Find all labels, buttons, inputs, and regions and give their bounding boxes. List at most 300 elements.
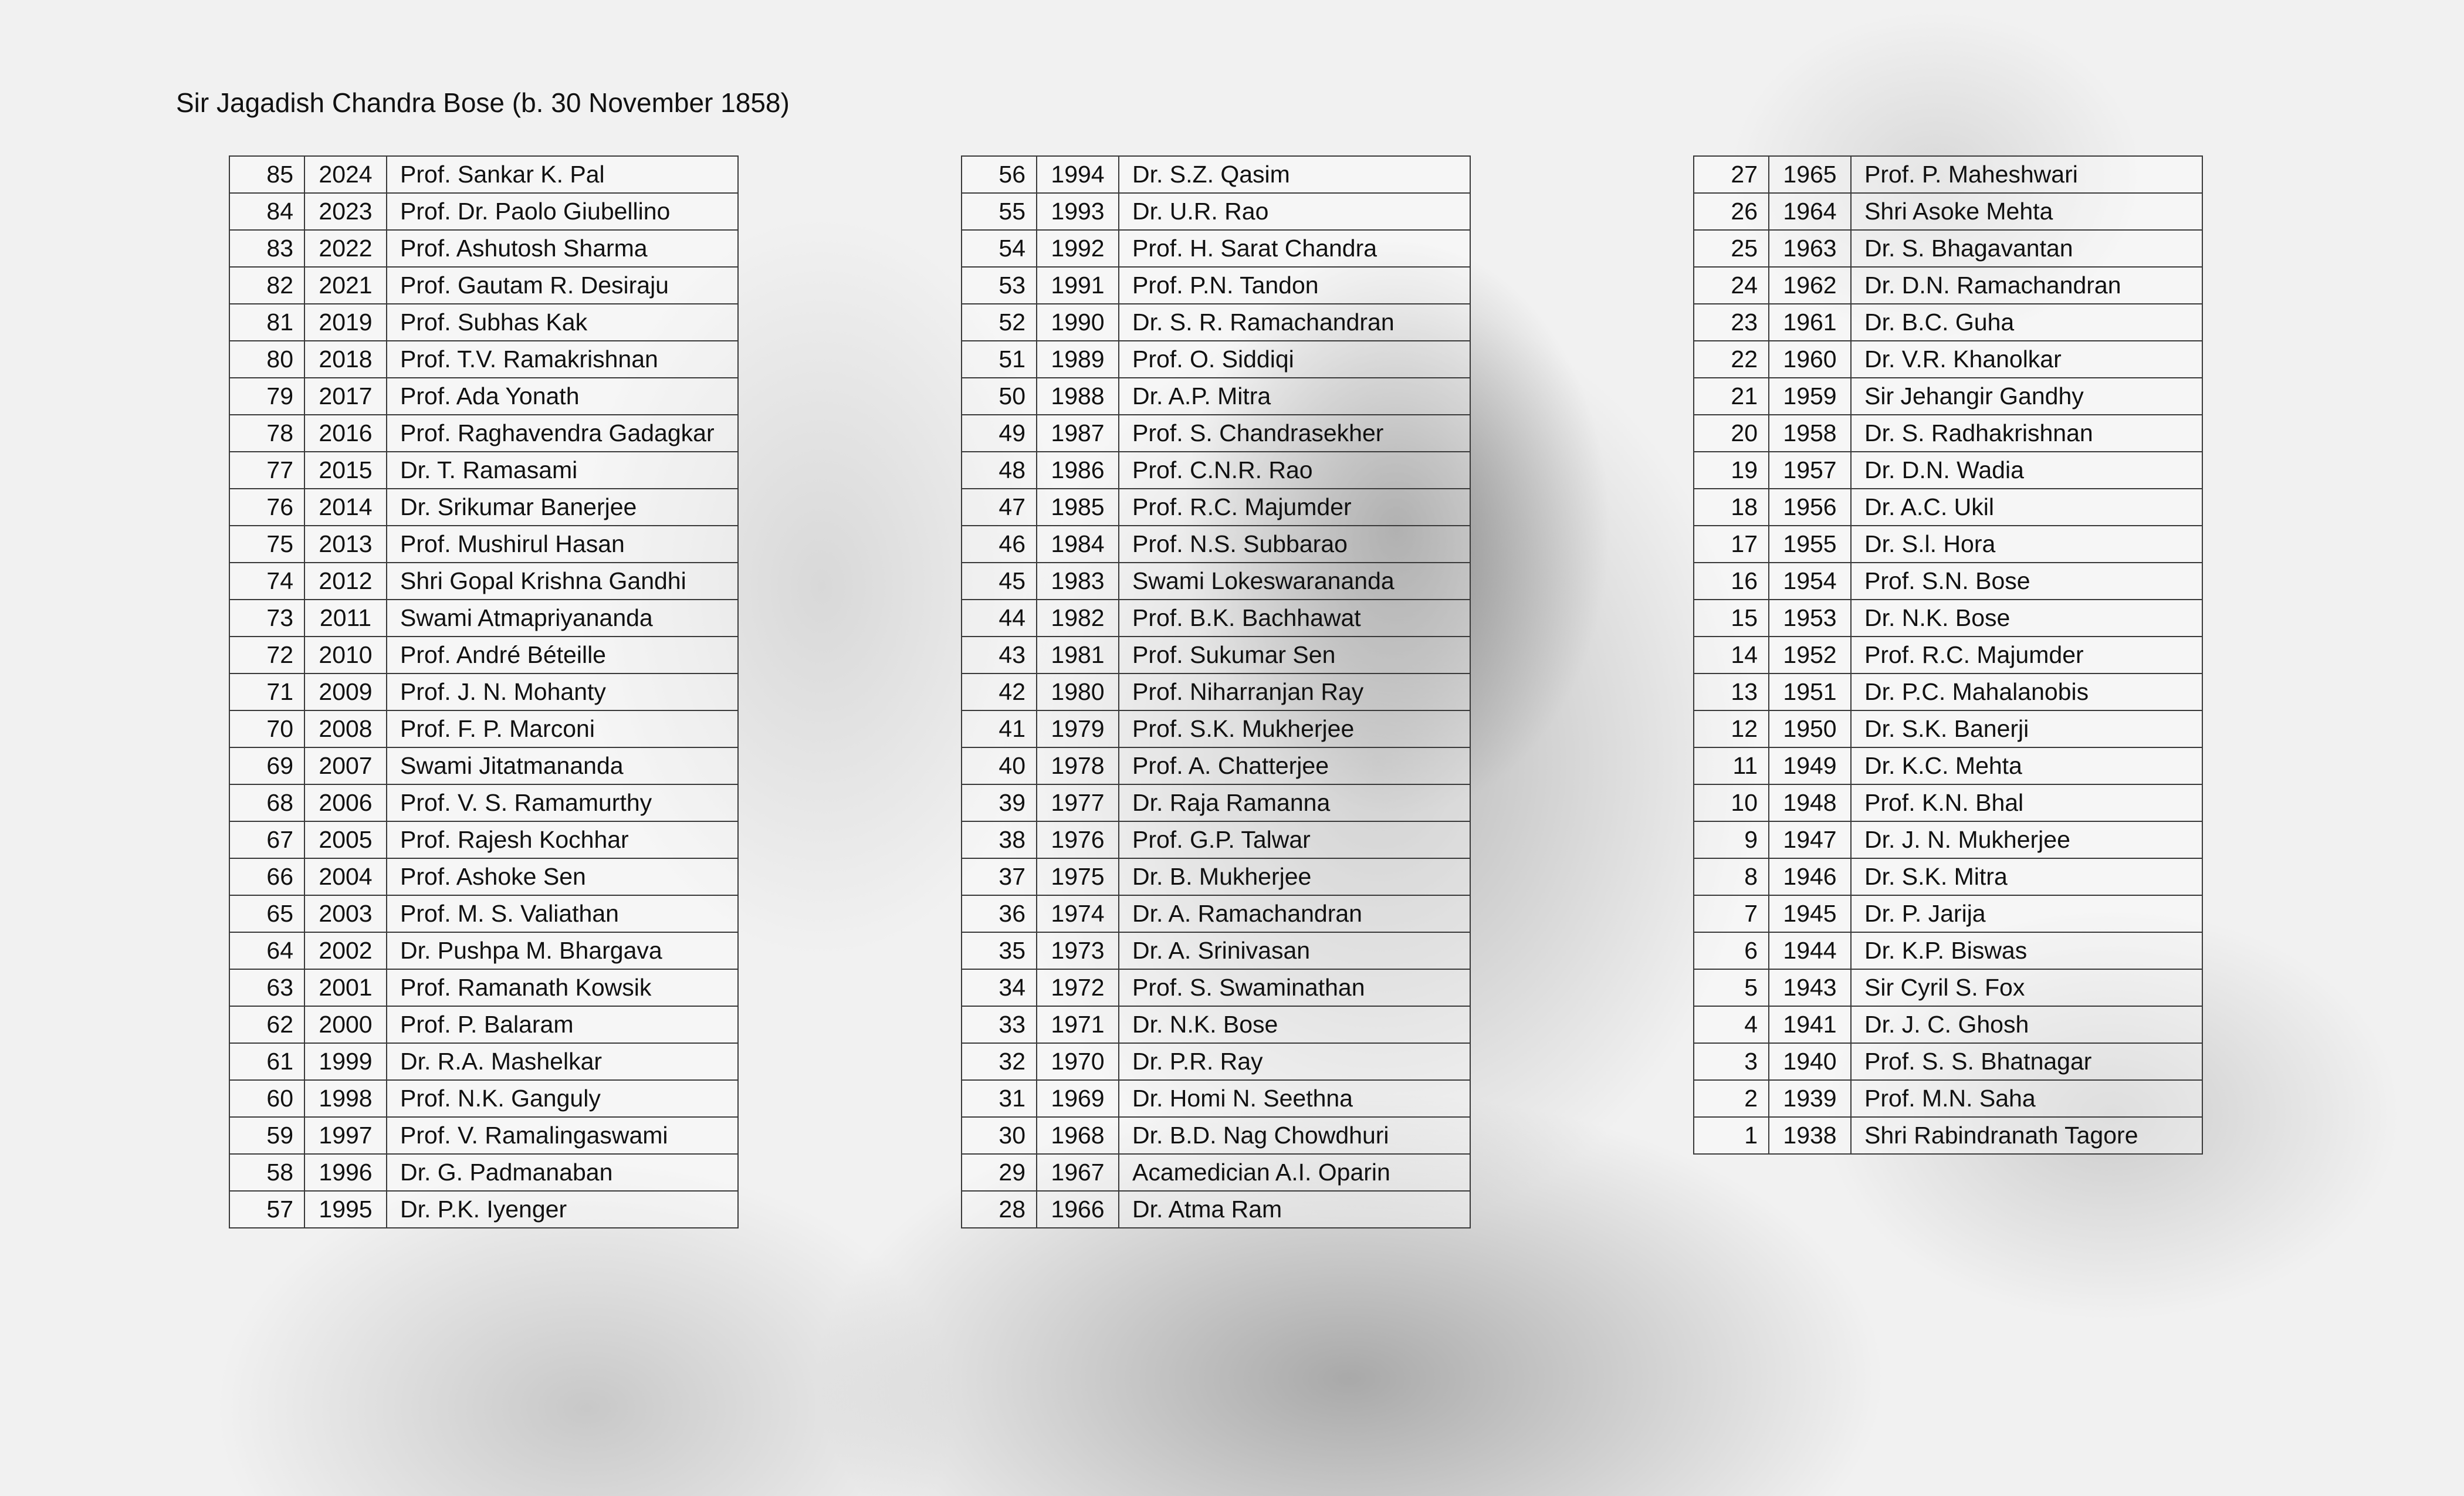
table-row xyxy=(1694,747,2202,784)
serial-number: 50 xyxy=(962,378,1037,415)
awardee-name: Prof. C.N.R. Rao xyxy=(1119,452,1470,489)
table-row xyxy=(962,821,1470,858)
award-year: 1949 xyxy=(1769,747,1851,784)
table-row xyxy=(962,1191,1470,1228)
page-title: Sir Jagadish Chandra Bose (b. 30 November 1858) xyxy=(176,87,790,118)
table-row xyxy=(1694,821,2202,858)
awardee-name: Prof. André Béteille xyxy=(387,637,738,673)
award-year: 1965 xyxy=(1769,156,1851,193)
award-year: 1977 xyxy=(1037,784,1119,821)
awardee-name: Prof. S. S. Bhatnagar xyxy=(1851,1043,2202,1080)
awardee-name: Prof. P. Balaram xyxy=(387,1006,738,1043)
award-year: 2017 xyxy=(304,378,387,415)
awardee-name: Prof. O. Siddiqi xyxy=(1119,341,1470,378)
table-row xyxy=(1694,969,2202,1006)
serial-number: 57 xyxy=(229,1191,304,1228)
table-row xyxy=(1694,1080,2202,1117)
award-year: 1973 xyxy=(1037,932,1119,969)
table-row xyxy=(1694,637,2202,673)
serial-number: 11 xyxy=(1694,747,1769,784)
table-row xyxy=(229,267,738,304)
table-row xyxy=(1694,710,2202,747)
awardee-name: Dr. J. N. Mukherjee xyxy=(1851,821,2202,858)
awardee-name: Shri Rabindranath Tagore xyxy=(1851,1117,2202,1154)
serial-number: 24 xyxy=(1694,267,1769,304)
table-row xyxy=(229,673,738,710)
award-year: 2013 xyxy=(304,526,387,563)
serial-number: 14 xyxy=(1694,637,1769,673)
serial-number: 63 xyxy=(229,969,304,1006)
award-year: 1995 xyxy=(304,1191,387,1228)
table-row xyxy=(962,1043,1470,1080)
table-row xyxy=(962,895,1470,932)
award-year: 1997 xyxy=(304,1117,387,1154)
awardee-name: Prof. Mushirul Hasan xyxy=(387,526,738,563)
serial-number: 72 xyxy=(229,637,304,673)
table-row xyxy=(962,1154,1470,1191)
table-row xyxy=(1694,858,2202,895)
serial-number: 58 xyxy=(229,1154,304,1191)
award-year: 2023 xyxy=(304,193,387,230)
award-year: 1948 xyxy=(1769,784,1851,821)
awardee-name: Prof. N.K. Ganguly xyxy=(387,1080,738,1117)
award-year: 1941 xyxy=(1769,1006,1851,1043)
serial-number: 10 xyxy=(1694,784,1769,821)
serial-number: 1 xyxy=(1694,1117,1769,1154)
serial-number: 49 xyxy=(962,415,1037,452)
awardee-name: Dr. B.C. Guha xyxy=(1851,304,2202,341)
awardee-name: Dr. K.P. Biswas xyxy=(1851,932,2202,969)
table-row xyxy=(962,1117,1470,1154)
awardee-name: Prof. M. S. Valiathan xyxy=(387,895,738,932)
awardee-name: Prof. V. Ramalingaswami xyxy=(387,1117,738,1154)
table-row xyxy=(229,858,738,895)
awardee-name: Dr. A.C. Ukil xyxy=(1851,489,2202,526)
award-year: 1964 xyxy=(1769,193,1851,230)
award-year: 1984 xyxy=(1037,526,1119,563)
table-row xyxy=(229,341,738,378)
award-year: 1987 xyxy=(1037,415,1119,452)
award-year: 1955 xyxy=(1769,526,1851,563)
award-year: 1946 xyxy=(1769,858,1851,895)
table-row xyxy=(962,1080,1470,1117)
awardee-name: Prof. J. N. Mohanty xyxy=(387,673,738,710)
awardee-name: Prof. S. Chandrasekher xyxy=(1119,415,1470,452)
serial-number: 9 xyxy=(1694,821,1769,858)
award-year: 1962 xyxy=(1769,267,1851,304)
awardee-name: Prof. Dr. Paolo Giubellino xyxy=(387,193,738,230)
award-year: 1966 xyxy=(1037,1191,1119,1228)
awardee-name: Prof. P. Maheshwari xyxy=(1851,156,2202,193)
serial-number: 78 xyxy=(229,415,304,452)
serial-number: 69 xyxy=(229,747,304,784)
table-row xyxy=(229,304,738,341)
awardee-name: Prof. Ada Yonath xyxy=(387,378,738,415)
table-row xyxy=(1694,784,2202,821)
table-row xyxy=(1694,156,2202,193)
awardee-name: Prof. V. S. Ramamurthy xyxy=(387,784,738,821)
serial-number: 2 xyxy=(1694,1080,1769,1117)
awardee-name: Dr. A.P. Mitra xyxy=(1119,378,1470,415)
award-year: 1944 xyxy=(1769,932,1851,969)
serial-number: 5 xyxy=(1694,969,1769,1006)
table-row xyxy=(1694,230,2202,267)
award-year: 1953 xyxy=(1769,600,1851,637)
award-year: 2021 xyxy=(304,267,387,304)
serial-number: 43 xyxy=(962,637,1037,673)
table-row xyxy=(229,230,738,267)
awardee-name: Prof. R.C. Majumder xyxy=(1119,489,1470,526)
serial-number: 34 xyxy=(962,969,1037,1006)
serial-number: 60 xyxy=(229,1080,304,1117)
awardee-name: Dr. B. Mukherjee xyxy=(1119,858,1470,895)
award-year: 2000 xyxy=(304,1006,387,1043)
serial-number: 70 xyxy=(229,710,304,747)
table-row xyxy=(1694,1043,2202,1080)
award-year: 1980 xyxy=(1037,673,1119,710)
award-year: 1960 xyxy=(1769,341,1851,378)
award-year: 1974 xyxy=(1037,895,1119,932)
table-row xyxy=(229,378,738,415)
serial-number: 35 xyxy=(962,932,1037,969)
award-year: 1982 xyxy=(1037,600,1119,637)
serial-number: 83 xyxy=(229,230,304,267)
awardee-name: Prof. R.C. Majumder xyxy=(1851,637,2202,673)
table-row xyxy=(229,600,738,637)
table-row xyxy=(229,452,738,489)
awardee-name: Dr. N.K. Bose xyxy=(1119,1006,1470,1043)
table-row xyxy=(1694,526,2202,563)
award-year: 1961 xyxy=(1769,304,1851,341)
award-year: 2016 xyxy=(304,415,387,452)
award-year: 1989 xyxy=(1037,341,1119,378)
serial-number: 36 xyxy=(962,895,1037,932)
serial-number: 41 xyxy=(962,710,1037,747)
table-row xyxy=(229,710,738,747)
serial-number: 62 xyxy=(229,1006,304,1043)
award-year: 1947 xyxy=(1769,821,1851,858)
serial-number: 19 xyxy=(1694,452,1769,489)
serial-number: 27 xyxy=(1694,156,1769,193)
awardee-name: Dr. T. Ramasami xyxy=(387,452,738,489)
serial-number: 21 xyxy=(1694,378,1769,415)
awardee-name: Dr. J. C. Ghosh xyxy=(1851,1006,2202,1043)
award-year: 2003 xyxy=(304,895,387,932)
award-year: 1968 xyxy=(1037,1117,1119,1154)
awardee-name: Dr. S.l. Hora xyxy=(1851,526,2202,563)
award-year: 2022 xyxy=(304,230,387,267)
awardee-name: Prof. A. Chatterjee xyxy=(1119,747,1470,784)
serial-number: 76 xyxy=(229,489,304,526)
awardee-name: Prof. Ashutosh Sharma xyxy=(387,230,738,267)
award-year: 1954 xyxy=(1769,563,1851,600)
awardee-name: Dr. P. Jarija xyxy=(1851,895,2202,932)
serial-number: 20 xyxy=(1694,415,1769,452)
awardee-name: Dr. S. R. Ramachandran xyxy=(1119,304,1470,341)
table-row xyxy=(1694,304,2202,341)
table-row xyxy=(229,895,738,932)
awardee-name: Dr. P.R. Ray xyxy=(1119,1043,1470,1080)
serial-number: 84 xyxy=(229,193,304,230)
serial-number: 51 xyxy=(962,341,1037,378)
award-year: 2005 xyxy=(304,821,387,858)
award-year: 2004 xyxy=(304,858,387,895)
award-year: 1957 xyxy=(1769,452,1851,489)
award-year: 2014 xyxy=(304,489,387,526)
awardee-name: Dr. A. Srinivasan xyxy=(1119,932,1470,969)
table-row xyxy=(229,637,738,673)
award-year: 1950 xyxy=(1769,710,1851,747)
awardee-name: Prof. Rajesh Kochhar xyxy=(387,821,738,858)
award-year: 2011 xyxy=(304,600,387,637)
awardee-name: Dr. Pushpa M. Bhargava xyxy=(387,932,738,969)
table-row xyxy=(229,156,738,193)
awardee-name: Swami Lokeswarananda xyxy=(1119,563,1470,600)
serial-number: 12 xyxy=(1694,710,1769,747)
table-row xyxy=(229,747,738,784)
award-year: 2024 xyxy=(304,156,387,193)
awardee-name: Dr. V.R. Khanolkar xyxy=(1851,341,2202,378)
award-year: 2012 xyxy=(304,563,387,600)
serial-number: 52 xyxy=(962,304,1037,341)
awardee-name: Prof. S.K. Mukherjee xyxy=(1119,710,1470,747)
serial-number: 65 xyxy=(229,895,304,932)
table-row xyxy=(229,1191,738,1228)
serial-number: 80 xyxy=(229,341,304,378)
awardee-name: Dr. S.Z. Qasim xyxy=(1119,156,1470,193)
award-year: 1971 xyxy=(1037,1006,1119,1043)
awardee-name: Prof. K.N. Bhal xyxy=(1851,784,2202,821)
table-row xyxy=(229,932,738,969)
serial-number: 23 xyxy=(1694,304,1769,341)
awardee-name: Swami Jitatmananda xyxy=(387,747,738,784)
table-row xyxy=(229,1117,738,1154)
award-year: 1981 xyxy=(1037,637,1119,673)
award-year: 1939 xyxy=(1769,1080,1851,1117)
awardee-name: Dr. Atma Ram xyxy=(1119,1191,1470,1228)
table-row xyxy=(1694,415,2202,452)
award-year: 1986 xyxy=(1037,452,1119,489)
table-row xyxy=(229,969,738,1006)
awardee-name: Sir Cyril S. Fox xyxy=(1851,969,2202,1006)
award-year: 1959 xyxy=(1769,378,1851,415)
table-row xyxy=(962,415,1470,452)
serial-number: 33 xyxy=(962,1006,1037,1043)
award-year: 1967 xyxy=(1037,1154,1119,1191)
table-row xyxy=(1694,895,2202,932)
table-row xyxy=(962,267,1470,304)
awardee-name: Shri Asoke Mehta xyxy=(1851,193,2202,230)
awardee-name: Dr. N.K. Bose xyxy=(1851,600,2202,637)
table-row xyxy=(229,821,738,858)
table-row xyxy=(229,415,738,452)
award-year: 1993 xyxy=(1037,193,1119,230)
awardee-name: Dr. S.K. Banerji xyxy=(1851,710,2202,747)
serial-number: 53 xyxy=(962,267,1037,304)
serial-number: 16 xyxy=(1694,563,1769,600)
serial-number: 46 xyxy=(962,526,1037,563)
awardee-name: Dr. Srikumar Banerjee xyxy=(387,489,738,526)
award-year: 1979 xyxy=(1037,710,1119,747)
awardee-name: Dr. S.K. Mitra xyxy=(1851,858,2202,895)
serial-number: 37 xyxy=(962,858,1037,895)
award-year: 1988 xyxy=(1037,378,1119,415)
serial-number: 54 xyxy=(962,230,1037,267)
awardee-name: Prof. Ramanath Kowsik xyxy=(387,969,738,1006)
award-year: 1943 xyxy=(1769,969,1851,1006)
awardee-name: Dr. D.N. Ramachandran xyxy=(1851,267,2202,304)
awardee-name: Prof. S. Swaminathan xyxy=(1119,969,1470,1006)
award-year: 1985 xyxy=(1037,489,1119,526)
table-row xyxy=(229,1154,738,1191)
award-year: 2009 xyxy=(304,673,387,710)
serial-number: 4 xyxy=(1694,1006,1769,1043)
table-row xyxy=(962,341,1470,378)
table-row xyxy=(962,747,1470,784)
serial-number: 40 xyxy=(962,747,1037,784)
award-year: 1994 xyxy=(1037,156,1119,193)
serial-number: 48 xyxy=(962,452,1037,489)
awardee-name: Prof. M.N. Saha xyxy=(1851,1080,2202,1117)
award-year: 1992 xyxy=(1037,230,1119,267)
serial-number: 56 xyxy=(962,156,1037,193)
serial-number: 39 xyxy=(962,784,1037,821)
awardee-name: Dr. Raja Ramanna xyxy=(1119,784,1470,821)
table-row xyxy=(1694,563,2202,600)
table-row xyxy=(962,932,1470,969)
serial-number: 13 xyxy=(1694,673,1769,710)
awardee-table-1 xyxy=(229,155,739,1228)
award-year: 1951 xyxy=(1769,673,1851,710)
award-year: 1976 xyxy=(1037,821,1119,858)
table-row xyxy=(1694,452,2202,489)
table-row xyxy=(229,1043,738,1080)
awardee-name: Prof. Niharranjan Ray xyxy=(1119,673,1470,710)
award-year: 1940 xyxy=(1769,1043,1851,1080)
awardee-name: Dr. A. Ramachandran xyxy=(1119,895,1470,932)
serial-number: 42 xyxy=(962,673,1037,710)
table-row xyxy=(229,1006,738,1043)
award-year: 2001 xyxy=(304,969,387,1006)
table-row xyxy=(962,156,1470,193)
serial-number: 29 xyxy=(962,1154,1037,1191)
award-year: 1978 xyxy=(1037,747,1119,784)
serial-number: 73 xyxy=(229,600,304,637)
awardee-name: Prof. H. Sarat Chandra xyxy=(1119,230,1470,267)
serial-number: 81 xyxy=(229,304,304,341)
award-year: 1952 xyxy=(1769,637,1851,673)
table-row xyxy=(962,193,1470,230)
awardee-name: Dr. D.N. Wadia xyxy=(1851,452,2202,489)
serial-number: 79 xyxy=(229,378,304,415)
table-row xyxy=(962,1006,1470,1043)
awardee-name: Sir Jehangir Gandhy xyxy=(1851,378,2202,415)
awardee-table-3 xyxy=(1693,155,2203,1155)
serial-number: 66 xyxy=(229,858,304,895)
award-year: 1938 xyxy=(1769,1117,1851,1154)
awardee-name: Dr. Homi N. Seethna xyxy=(1119,1080,1470,1117)
serial-number: 30 xyxy=(962,1117,1037,1154)
award-year: 1970 xyxy=(1037,1043,1119,1080)
award-year: 2019 xyxy=(304,304,387,341)
table-row xyxy=(962,526,1470,563)
table-row xyxy=(1694,1006,2202,1043)
table-row xyxy=(962,378,1470,415)
award-year: 1969 xyxy=(1037,1080,1119,1117)
table-row xyxy=(1694,378,2202,415)
serial-number: 64 xyxy=(229,932,304,969)
awardee-name: Prof. Sankar K. Pal xyxy=(387,156,738,193)
table-row xyxy=(962,784,1470,821)
awardee-name: Prof. Gautam R. Desiraju xyxy=(387,267,738,304)
award-year: 1975 xyxy=(1037,858,1119,895)
serial-number: 71 xyxy=(229,673,304,710)
serial-number: 31 xyxy=(962,1080,1037,1117)
table-row xyxy=(1694,1117,2202,1154)
award-year: 1998 xyxy=(304,1080,387,1117)
table-row xyxy=(962,563,1470,600)
awardee-name: Dr. P.K. Iyenger xyxy=(387,1191,738,1228)
table-row xyxy=(1694,489,2202,526)
award-year: 1991 xyxy=(1037,267,1119,304)
awardee-name: Prof. B.K. Bachhawat xyxy=(1119,600,1470,637)
serial-number: 67 xyxy=(229,821,304,858)
table-row xyxy=(962,230,1470,267)
serial-number: 68 xyxy=(229,784,304,821)
awardee-name: Shri Gopal Krishna Gandhi xyxy=(387,563,738,600)
serial-number: 82 xyxy=(229,267,304,304)
awardee-name: Dr. S. Bhagavantan xyxy=(1851,230,2202,267)
awardee-name: Dr. R.A. Mashelkar xyxy=(387,1043,738,1080)
awardee-name: Prof. Subhas Kak xyxy=(387,304,738,341)
award-year: 1999 xyxy=(304,1043,387,1080)
award-year: 1958 xyxy=(1769,415,1851,452)
awardee-name: Prof. Raghavendra Gadagkar xyxy=(387,415,738,452)
serial-number: 28 xyxy=(962,1191,1037,1228)
table-row xyxy=(229,784,738,821)
awardee-name: Prof. Sukumar Sen xyxy=(1119,637,1470,673)
serial-number: 77 xyxy=(229,452,304,489)
serial-number: 7 xyxy=(1694,895,1769,932)
serial-number: 45 xyxy=(962,563,1037,600)
serial-number: 61 xyxy=(229,1043,304,1080)
table-row xyxy=(1694,341,2202,378)
serial-number: 44 xyxy=(962,600,1037,637)
award-year: 1963 xyxy=(1769,230,1851,267)
table-row xyxy=(1694,600,2202,637)
table-row xyxy=(962,858,1470,895)
table-row xyxy=(1694,932,2202,969)
table-row xyxy=(1694,673,2202,710)
award-year: 1983 xyxy=(1037,563,1119,600)
table-row xyxy=(229,489,738,526)
table-row xyxy=(962,637,1470,673)
serial-number: 85 xyxy=(229,156,304,193)
award-year: 1956 xyxy=(1769,489,1851,526)
serial-number: 6 xyxy=(1694,932,1769,969)
award-year: 1972 xyxy=(1037,969,1119,1006)
awardee-name: Prof. N.S. Subbarao xyxy=(1119,526,1470,563)
award-year: 2015 xyxy=(304,452,387,489)
serial-number: 18 xyxy=(1694,489,1769,526)
awardee-name: Dr. U.R. Rao xyxy=(1119,193,1470,230)
serial-number: 22 xyxy=(1694,341,1769,378)
awardee-name: Acamedician A.I. Oparin xyxy=(1119,1154,1470,1191)
award-year: 1990 xyxy=(1037,304,1119,341)
award-year: 2010 xyxy=(304,637,387,673)
serial-number: 75 xyxy=(229,526,304,563)
serial-number: 8 xyxy=(1694,858,1769,895)
